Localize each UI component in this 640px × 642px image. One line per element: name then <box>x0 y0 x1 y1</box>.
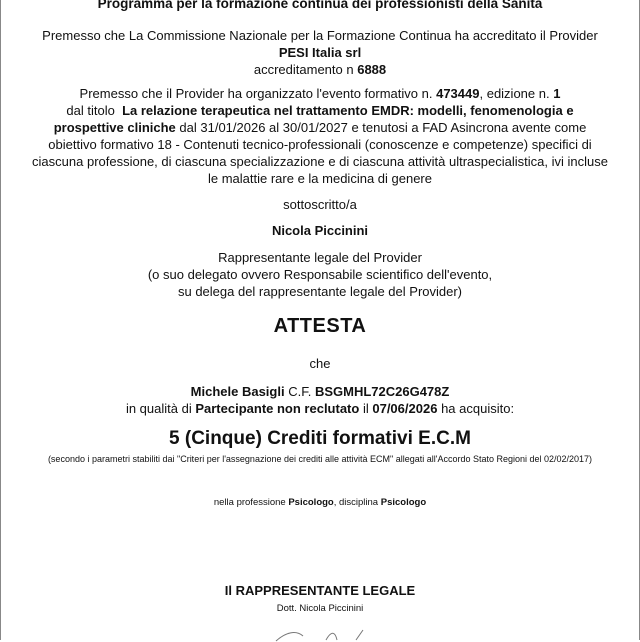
codice-fiscale: BSGMHL72C26G478Z <box>314 384 450 399</box>
participant-block <box>25 383 615 417</box>
role-line-2: (o suo delegato ovvero Responsabile scientifico dell'evento, <box>147 267 493 282</box>
premessa-text: Premesso che La Commissione Nazionale per la Formazione Continua ha accreditato il Provider <box>42 28 598 43</box>
discipline-label: , disciplina <box>333 497 379 508</box>
profession-line <box>25 494 615 511</box>
attesta-heading: ATTESTA <box>273 315 367 337</box>
discipline-value: Psicologo <box>380 497 427 508</box>
qualita-label: in qualità di <box>125 401 192 416</box>
credits-heading: 5 (Cinque) Crediti formativi E.C.M <box>169 428 471 449</box>
edizione-number: 1 <box>553 86 561 101</box>
event-details: dal 31/01/2026 al 30/01/2027 e tenutosi a FAD Asincrona avente come obiettivo formativo 18 - Contenuti tecnico-professionali (conoscenze e competenze) specifici di ciascuna professione, di ciascuna specializzazione e di ciascuna attività ultraspecialistica, ivi incluse le malattie rare e la medicina di genere <box>32 120 608 186</box>
completion-date: 07/06/2026 <box>372 401 438 416</box>
premessa-accreditamento <box>25 27 615 78</box>
acquired-label: ha acquisito: <box>441 401 515 416</box>
evento-text: Premesso che il Provider ha organizzato l'evento formativo n. <box>79 86 433 101</box>
role-line-3: su delega del rappresentante legale del Provider) <box>177 284 463 299</box>
accreditamento-label: accreditamento n <box>253 62 354 77</box>
legal-rep-title: Il RAPPRESENTANTE LEGALE <box>224 583 416 598</box>
edizione-text: , edizione n. <box>479 86 550 101</box>
cf-label: C.F. <box>288 384 312 399</box>
titolo-label: dal titolo <box>66 103 115 118</box>
accreditamento-number: 6888 <box>357 62 387 77</box>
profession-value: Psicologo <box>288 497 334 508</box>
program-title: Programma per la formazione continua dei professionisti della Sanità <box>97 0 543 11</box>
profession-label: nella professione <box>213 497 286 508</box>
che-label: che <box>309 356 331 371</box>
participant-name: Michele Basigli <box>190 384 285 399</box>
legal-rep-name: Dott. Nicola Piccinini <box>276 603 364 614</box>
sottoscritto-label: sottoscritto/a <box>283 197 357 212</box>
role-line-1: Rappresentante legale del Provider <box>218 250 422 265</box>
evento-number: 473449 <box>436 86 480 101</box>
event-title: La relazione terapeutica nel trattamento EMDR: modelli, fenomenologia e prospettive cliniche <box>53 103 574 135</box>
criteria-note: (secondo i parametri stabiliti dai "Criteri per l'assegnazione dei crediti alle attività ECM" allegati all'Accordo Stato Regioni del 02/02/2017) <box>47 454 593 464</box>
signatory-name: Nicola Piccinini <box>271 223 369 238</box>
representative-role <box>25 249 615 300</box>
provider-name: PESI Italia srl <box>278 45 362 60</box>
participant-role: Partecipante non reclutato <box>195 401 360 416</box>
premessa-evento <box>31 85 609 187</box>
il-label: il <box>362 401 369 416</box>
